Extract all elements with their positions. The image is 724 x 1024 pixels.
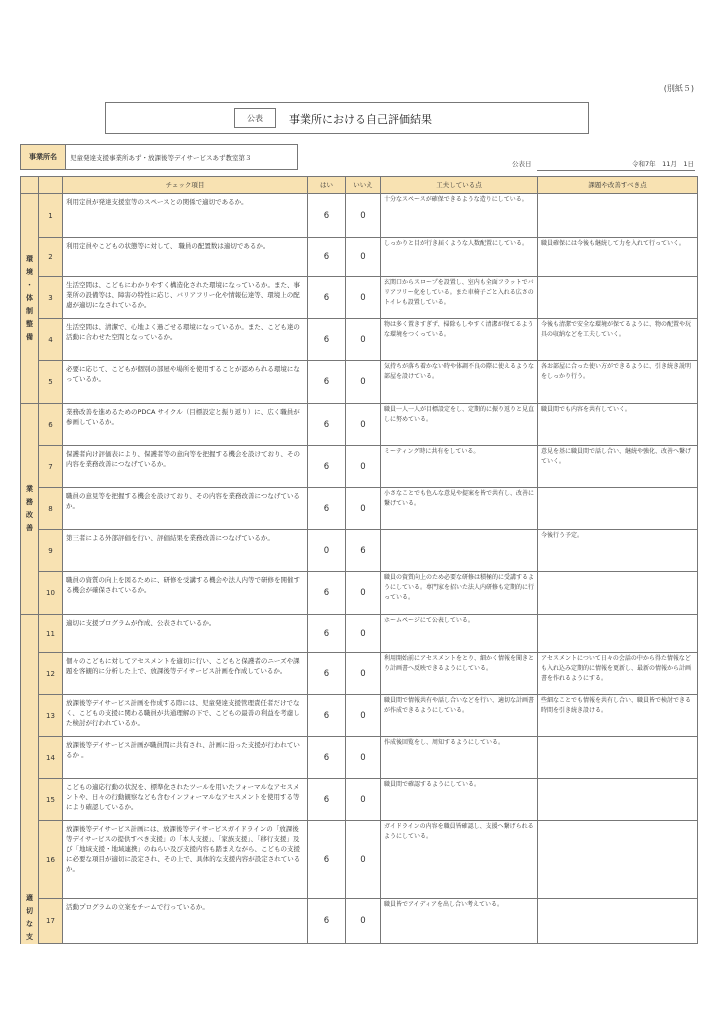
yes-count: 6 (308, 899, 346, 944)
category-cell (21, 615, 39, 944)
check-item-text: 放課後等デイサービス計画には、放課後等デイサービスガイドラインの「放課後等デイサービスの提供すべき支援」の「本人支援」、「家族支援」、「移行支援」及び「地域支援・地域連携」のねらい及び支援内容も踏まえながら、こどもの支援に必要な項目が適切に設定され、その上で、具体的な支援内容が設定されているか。 (63, 821, 308, 899)
category-char: 業 (26, 485, 33, 493)
row-number: 15 (39, 779, 63, 821)
improvement-text (538, 779, 698, 821)
table-row (21, 572, 698, 615)
row-number: 14 (39, 737, 63, 779)
publication-badge: 公表 (234, 108, 276, 128)
yes-count: 6 (308, 319, 346, 361)
table-row (21, 695, 698, 737)
category-char: 境 (26, 268, 33, 276)
no-count: 6 (346, 530, 381, 572)
row-number: 3 (39, 277, 63, 319)
yes-count: 6 (308, 194, 346, 238)
check-item-text: 活動プログラムの立案をチームで行っているか。 (63, 899, 308, 944)
category-char: 改 (26, 511, 33, 519)
table-row (21, 779, 698, 821)
evaluation-table (20, 176, 698, 944)
page-title: 事業所における自己評価結果 (289, 113, 432, 126)
table-row (21, 615, 698, 653)
yes-count: 0 (308, 530, 346, 572)
effort-text: ホームページにて公表している。 (381, 615, 538, 653)
effort-text: 物は多く置きすぎず、掃除もしやすく清潔が保てるような環境をつくっている。 (381, 319, 538, 361)
header-no: いいえ (346, 177, 381, 194)
yes-count: 6 (308, 404, 346, 446)
improvement-text: 今後も清潔で安全な環境が保てるように、物の配置や玩具の収納などを工夫していく。 (538, 319, 698, 361)
row-number: 6 (39, 404, 63, 446)
facility-name: 児童発達支援事業所あず・放課後等デイサービスあず教室第３ (70, 153, 252, 162)
improvement-text (538, 572, 698, 615)
table-row (21, 404, 698, 446)
no-count: 0 (346, 615, 381, 653)
row-number: 16 (39, 821, 63, 899)
appendix-label: (別紙５) (663, 84, 694, 93)
effort-text: 職員間で情報共有や話し合いなどを行い、適切な計画書が作成できるようにしている。 (381, 695, 538, 737)
yes-count: 6 (308, 488, 346, 530)
table-row (21, 653, 698, 695)
check-item-text: 生活空間は、こどもにわかりやすく構造化された環境になっているか。また、事業所の設備等は、障害の特性に応じ、バリアフリー化や情報伝達等、環境上の配慮が適切になされているか。 (63, 277, 308, 319)
row-number: 4 (39, 319, 63, 361)
table-row (21, 361, 698, 404)
check-item-text: 業務改善を進めるためのPDCA サイクル（目標設定と振り返り）に、広く職員が参画しているか。 (63, 404, 308, 446)
no-count: 0 (346, 779, 381, 821)
yes-count: 6 (308, 277, 346, 319)
improvement-text: 今後行う予定。 (538, 530, 698, 572)
category-char: ・ (26, 281, 33, 289)
effort-text: ガイドラインの内容を職員皆確認し、支援へ繋げられるようにしている。 (381, 821, 538, 899)
improvement-text (538, 899, 698, 944)
table-row (21, 488, 698, 530)
title-box (105, 102, 589, 134)
no-count: 0 (346, 695, 381, 737)
effort-text: 職員間で確認するようにしている。 (381, 779, 538, 821)
publish-date-label: 公表日 (512, 160, 532, 168)
check-item-text: 職員の資質の向上を図るために、研修を受講する機会や法人内等で研修を開催する機会が確保されているか。 (63, 572, 308, 615)
category-char: 制 (26, 307, 33, 315)
check-item-text: 職員の意見等を把握する機会を設けており、その内容を業務改善につなげているか。 (63, 488, 308, 530)
table-header-row (21, 177, 698, 194)
category-char: 整 (26, 320, 33, 328)
no-count: 0 (346, 899, 381, 944)
effort-text (381, 530, 538, 572)
effort-text: 気持ちが落ち着かない時や体調不良の際に使えるような部屋を設けている。 (381, 361, 538, 404)
no-count: 0 (346, 446, 381, 488)
check-item-text: 個々のこどもに対してアセスメントを適切に行い、こどもと保護者のニーズや課題を客観的に分析した上で、放課後等デイサービス計画を作成しているか。 (63, 653, 308, 695)
table-row (21, 446, 698, 488)
effort-text: 職員皆でアイディアを出し合い考えている。 (381, 899, 538, 944)
category-char: 体 (26, 294, 33, 302)
improvement-text (538, 737, 698, 779)
improvement-text (538, 194, 698, 238)
improvement-text (538, 615, 698, 653)
effort-text: 作成後回覧をし、周知するようにしている。 (381, 737, 538, 779)
yes-count: 6 (308, 653, 346, 695)
row-number: 2 (39, 238, 63, 277)
improvement-text (538, 277, 698, 319)
improvement-text: 職員確保には今後も継続して力を入れて行っていく。 (538, 238, 698, 277)
no-count: 0 (346, 572, 381, 615)
effort-text: 玄関口からスロープを設置し、室内も全面フラットでバリアフリー化をしている。また車椅子ごと入れる広さのトイレも設置している。 (381, 277, 538, 319)
row-number: 12 (39, 653, 63, 695)
check-item-text: こどもの適応行動の状況を、標準化されたツールを用いたフォーマルなアセスメントや、日々の行動観察なども含むインフォーマルなアセスメントを使用する等により確認しているか。 (63, 779, 308, 821)
category-char: 切 (26, 906, 33, 915)
no-count: 0 (346, 653, 381, 695)
category-char: 備 (26, 333, 33, 341)
category-char: 善 (26, 524, 33, 532)
table-row (21, 821, 698, 899)
no-count: 0 (346, 821, 381, 899)
check-item-text: 第三者による外部評価を行い、評価結果を業務改善につなげているか。 (63, 530, 308, 572)
publish-date: 令和7年 11月 1日 (631, 160, 694, 168)
table-row (21, 899, 698, 944)
row-number: 9 (39, 530, 63, 572)
no-count: 0 (346, 319, 381, 361)
yes-count: 6 (308, 446, 346, 488)
check-item-text: 利用定員やこどもの状態等に対して、 職員の配置数は適切であるか。 (63, 238, 308, 277)
yes-count: 6 (308, 615, 346, 653)
header-check-item: チェック項目 (63, 177, 308, 194)
improvement-text: 職員間でも内容を共有していく。 (538, 404, 698, 446)
check-item-text: 放課後等デイサービス計画が職員間に共有され、計画に沿った支援が行われているか 。 (63, 737, 308, 779)
improvement-text: 各お部屋に合った使い方ができるように、引き続き説明をしっかり行う。 (538, 361, 698, 404)
header-number (39, 177, 63, 194)
table-row (21, 194, 698, 238)
yes-count: 6 (308, 361, 346, 404)
facility-name-box (20, 144, 298, 170)
improvement-text: 些細なことでも情報を共有し合い、職員皆で検討できる時間を引き続き設ける。 (538, 695, 698, 737)
effort-text: ミーティング時に共有をしている。 (381, 446, 538, 488)
row-number: 8 (39, 488, 63, 530)
effort-text: 十分なスペースが確保できるような造りにしている。 (381, 194, 538, 238)
check-item-text: 放課後等デイサービス計画を作成する際には、児童発達支援管理責任者だけでなく、こどもの支援に関わる職員が共通理解の下で、こどもの最善の利益を考慮した検討が行われているか。 (63, 695, 308, 737)
category-char: 務 (26, 498, 33, 506)
table-row (21, 737, 698, 779)
effort-text: しっかりと目が行き届くような人数配置にしている。 (381, 238, 538, 277)
header-improve: 課題や改善すべき点 (538, 177, 698, 194)
yes-count: 6 (308, 238, 346, 277)
row-number: 10 (39, 572, 63, 615)
facility-label: 事業所名 (21, 145, 66, 169)
table-row (21, 319, 698, 361)
category-char: 支 (26, 932, 33, 941)
effort-text: 職員一人一人が目標設定をし、定期的に振り返りと見直しに努めている。 (381, 404, 538, 446)
table-row (21, 530, 698, 572)
publish-date-underline (537, 170, 695, 171)
yes-count: 6 (308, 695, 346, 737)
row-number: 11 (39, 615, 63, 653)
category-char: 環 (26, 255, 33, 263)
yes-count: 6 (308, 572, 346, 615)
header-yes: はい (308, 177, 346, 194)
improvement-text (538, 821, 698, 899)
effort-text: 小さなことでも色んな意見や提案を皆で共有し、改善に繋げている。 (381, 488, 538, 530)
effort-text: 職員の資質向上のため必要な研修は積極的に受講するようにしている。専門家を招いた法人内研修も定期的に行っている。 (381, 572, 538, 615)
row-number: 17 (39, 899, 63, 944)
no-count: 0 (346, 404, 381, 446)
row-number: 1 (39, 194, 63, 238)
check-item-text: 保護者向け評価表により、保護者等の意向等を把握する機会を設けており、その内容を業務改善につなげているか。 (63, 446, 308, 488)
row-number: 5 (39, 361, 63, 404)
row-number: 7 (39, 446, 63, 488)
improvement-text: アセスメントについて日々の会話の中から得た情報なども入れ込み定期的に情報を更新し、最新の情報から計画書を作れるようにする。 (538, 653, 698, 695)
category-char: な (26, 919, 33, 928)
no-count: 0 (346, 361, 381, 404)
improvement-text: 意見を基に職員間で話し合い、継続や強化、改善へ繋げていく。 (538, 446, 698, 488)
no-count: 0 (346, 488, 381, 530)
table-row (21, 238, 698, 277)
effort-text: 利用開始前にアセスメントをとり、細かく情報を聞きとり計画書へ反映できるようにしている。 (381, 653, 538, 695)
no-count: 0 (346, 194, 381, 238)
row-number: 13 (39, 695, 63, 737)
category-cell (21, 404, 39, 615)
yes-count: 6 (308, 737, 346, 779)
check-item-text: 利用定員が発達支援室等のスペースとの関係で適切であるか。 (63, 194, 308, 238)
check-item-text: 必要に応じて、こどもが個別の部屋や場所を使用することが認められる環境になっているか。 (63, 361, 308, 404)
category-cell (21, 194, 39, 404)
category-char: 適 (26, 893, 33, 902)
check-item-text: 生活空間は、清潔で、心地よく過ごせる環境になっているか。また、こども達の活動に合わせた空間となっているか。 (63, 319, 308, 361)
table-row (21, 277, 698, 319)
no-count: 0 (346, 737, 381, 779)
improvement-text (538, 488, 698, 530)
header-effort: 工夫している点 (381, 177, 538, 194)
yes-count: 6 (308, 821, 346, 899)
check-item-text: 適切に支援プログラムが作成、公表されているか。 (63, 615, 308, 653)
header-category (21, 177, 39, 194)
yes-count: 6 (308, 779, 346, 821)
no-count: 0 (346, 238, 381, 277)
no-count: 0 (346, 277, 381, 319)
